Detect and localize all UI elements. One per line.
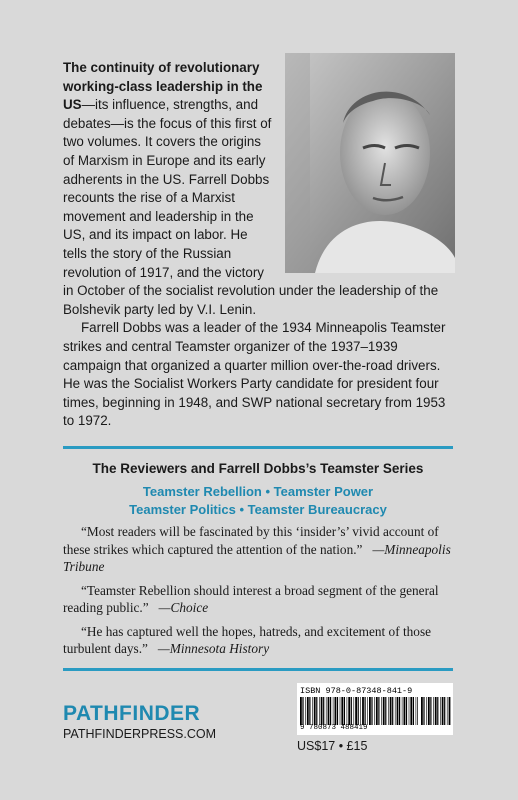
barcode-bar: [354, 697, 355, 725]
barcode-bar: [337, 697, 338, 725]
isbn-text: ISBN 978-0-87348-841-9: [300, 686, 413, 696]
barcode-bar: [321, 697, 323, 725]
barcode-bar: [374, 697, 375, 725]
description-body: —its influence, strengths, and debates—is the focus of this first of two volumes. It covers the origins of Marxism in Europe and its early adherents in the US. Farrell Dobbs recounts the rise of a Marxist movement and leadership in the US, and its impact on labor. He tells the story of the Russian revolution of 1917, and the victory in October of the socialist revolution under the leadership of the Bolshevik party led by V.I. Lenin.: [63, 97, 439, 317]
barcode-bar: [383, 697, 385, 725]
barcode-bar: [421, 697, 423, 725]
barcode-bar: [416, 697, 417, 725]
barcode-bar: [430, 697, 431, 725]
barcode-bar: [399, 697, 400, 725]
bottom-divider: [63, 668, 453, 671]
barcode-bar: [351, 697, 352, 725]
barcode-bar: [378, 697, 379, 725]
barcode-bar: [323, 697, 324, 725]
photo-wrap-spacer: [275, 53, 458, 279]
series-title: The Reviewers and Farrell Dobbs’s Teamster Series: [92, 461, 424, 476]
barcode-bar: [428, 697, 430, 725]
review-source: —Minnesota History: [157, 641, 270, 656]
review-source: —Choice: [158, 600, 209, 615]
barcode-bar: [417, 697, 418, 725]
barcode-bar: [362, 697, 364, 725]
barcode-bar: [423, 697, 424, 725]
barcode-bar: [381, 697, 382, 725]
barcode-bar: [319, 697, 320, 725]
barcode-bar: [360, 697, 361, 725]
barcode-bar: [369, 697, 371, 725]
barcode-digits: 9 780873 488419: [300, 724, 368, 732]
review-quote: “He has captured well the hopes, hatreds, and excitement of those turbulent days.” —Minnesota History: [63, 623, 432, 656]
book-description: [63, 59, 458, 431]
barcode-bar: [312, 697, 313, 725]
barcode-main: [300, 697, 418, 725]
barcode-bar: [449, 697, 451, 725]
barcode-bar: [392, 697, 393, 725]
barcode-bar: [426, 697, 427, 725]
review-quote: “Most readers will be fascinated by this ‘insider’s’ vivid account of these strikes which captured the attention of the nation.” —Minneapolis Tribune: [63, 524, 451, 574]
barcode-bar: [326, 697, 327, 725]
barcode-bar: [404, 697, 406, 725]
barcode-bar: [307, 697, 309, 725]
top-divider: [63, 446, 453, 449]
barcode-bar: [397, 697, 399, 725]
barcode-bar: [340, 697, 341, 725]
barcode-bar: [316, 697, 317, 725]
barcode-bar: [413, 697, 414, 725]
barcode-bar: [330, 697, 331, 725]
publisher-website: PATHFINDERPRESS.COM: [63, 727, 217, 741]
publisher-logo: PATHFINDER: [63, 702, 201, 725]
barcode-bar: [444, 697, 445, 725]
review-source: —Minneapolis Tribune: [63, 541, 451, 574]
barcode-bar: [447, 697, 448, 725]
barcode-bar: [388, 697, 389, 725]
barcode-bar: [385, 697, 386, 725]
barcode-bar: [376, 697, 378, 725]
barcode-bar: [335, 697, 337, 725]
barcode-bar: [371, 697, 372, 725]
barcode-bar: [402, 697, 403, 725]
barcode-bar: [358, 697, 359, 725]
barcode-bar: [437, 697, 438, 725]
description-lead: The continuity of revolutionary working-class leadership in the US: [63, 60, 263, 113]
barcode-bar: [341, 697, 343, 725]
barcode-bar: [314, 697, 316, 725]
price: US$17 • £15: [297, 739, 368, 753]
barcode-bar: [328, 697, 330, 725]
barcode-bar: [300, 697, 302, 725]
barcode-bar: [305, 697, 306, 725]
review-quote: “Teamster Rebellion should interest a broad segment of the general reading public.” —Choice: [63, 582, 439, 615]
review-quotes: [63, 523, 458, 664]
barcode-bar: [344, 697, 345, 725]
author-bio: Farrell Dobbs was a leader of the 1934 Minneapolis Teamster strikes and central Teamster organizer of the 1937–1939 campaign that organized a quarter million over-the-road drivers. He was the Socialist Workers Party candidate for president four times, beginning in 1948, and SWP national secretary from 1953 to 1972.: [63, 320, 446, 429]
barcode-bar: [395, 697, 396, 725]
barcode-bar: [348, 697, 350, 725]
barcode-bar: [333, 697, 334, 725]
barcode-bar: [302, 697, 303, 725]
barcode-bar: [440, 697, 441, 725]
barcode-bar: [435, 697, 437, 725]
barcode-bar: [406, 697, 407, 725]
barcode-bar: [433, 697, 434, 725]
barcode-bar: [390, 697, 392, 725]
barcode-bar: [409, 697, 410, 725]
barcode-bar: [367, 697, 368, 725]
barcode-addon: [421, 697, 451, 725]
barcode-bar: [309, 697, 310, 725]
barcode-bar: [347, 697, 348, 725]
barcode-bar: [365, 697, 366, 725]
barcode-bar: [355, 697, 357, 725]
series-books-line-1: Teamster Rebellion • Teamster Power: [142, 484, 374, 499]
barcode-bar: [410, 697, 412, 725]
series-books-line-2: Teamster Politics • Teamster Bureaucracy: [129, 502, 387, 517]
barcode-bar: [442, 697, 444, 725]
